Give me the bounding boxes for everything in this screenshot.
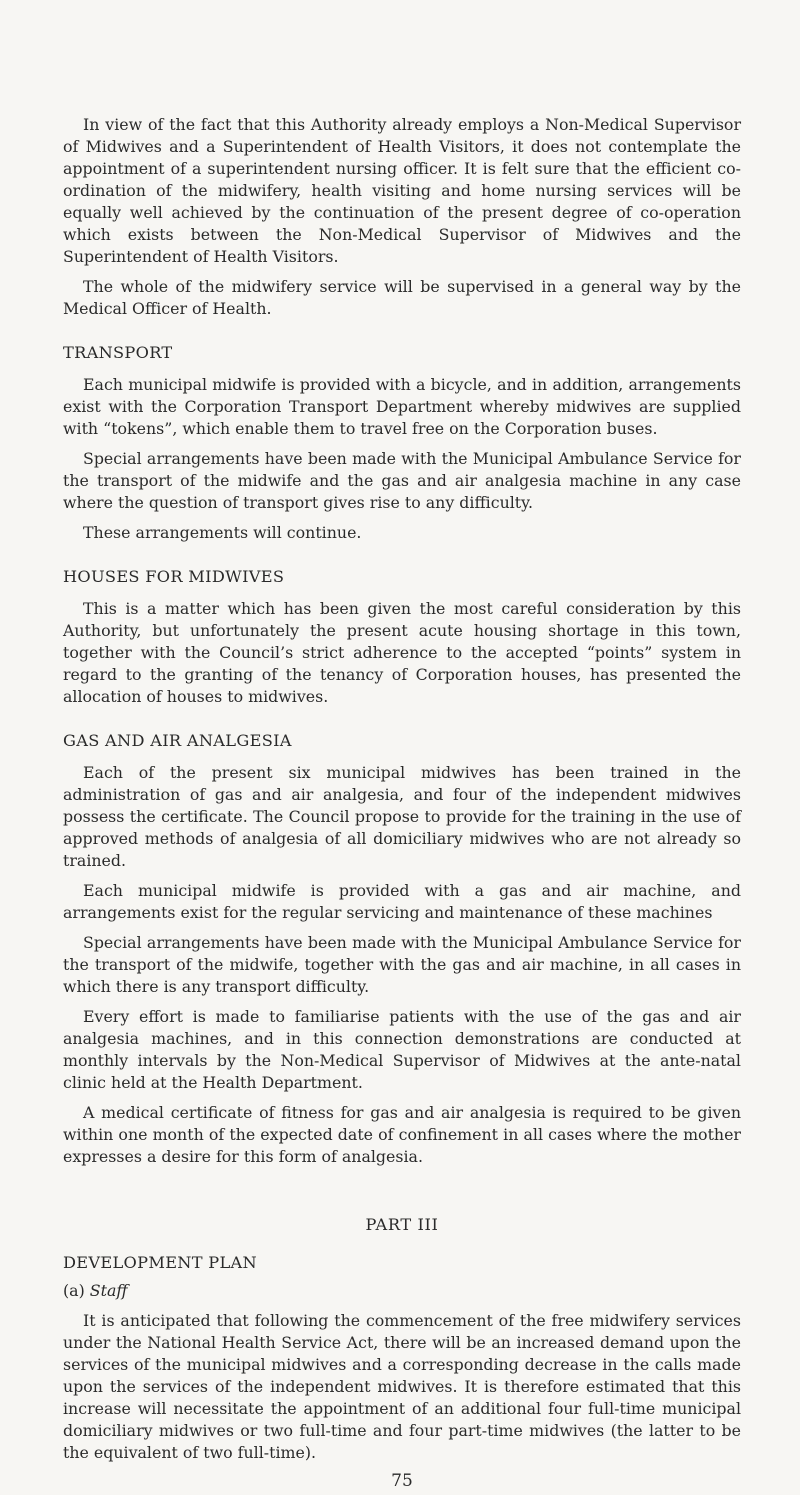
transport-paragraph-1: Each municipal midwife is provided with a bicycle, and in addition, arrangements exist with the Corporation Transport Department whereby midwives are supplied with “tokens”, which enable them to travel free on the Corporation buses. [63,375,741,438]
gas-paragraph-3: Special arrangements have been made with the Municipal Ambulance Service for the transport of the midwife, together with the gas and air machine, in all cases in which there is any transport difficulty. [63,933,741,996]
gas-paragraph-1: Each of the present six municipal midwives has been trained in the administration of gas and air analgesia, and four of the independent midwives possess the certificate. The Council propose to provide for the training in the use of approved methods of analgesia of all domiciliary midwives who are not already so trained. [63,763,741,870]
gas-paragraph-2: Each municipal midwife is provided with a gas and air machine, and arrangements exist for the regular servicing and maintenance of these machines [63,881,741,922]
intro-paragraph-1: In view of the fact that this Authority already employs a Non-Medical Supervisor of Midwives and a Superintendent of Health Visitors, it does not contemplate the appointment of a superintendent nursing officer. It is felt sure that the efficient co-ordination of the midwifery, health visiting and home nursing services will be equally well achieved by the continuation of the present degree of co-operation which exists between the Non-Medical Supervisor of Midwives and the Superintendent of Health Visitors. [63,115,741,266]
development-plan-heading: DEVELOPMENT PLAN [63,1253,258,1272]
gas-paragraph-4: Every effort is made to familiarise patients with the use of the gas and air analgesia machines, and in this connection demonstrations are conducted at monthly intervals by the Non-Medical Supervisor of Midwives at the ante-natal clinic held at the Health Department. [63,1007,741,1092]
staff-subheading [63,1280,741,1302]
intro-paragraph-2: The whole of the midwifery service will be supervised in a general way by the Medical Officer of Health. [63,277,741,318]
part-title: PART III [365,1215,439,1234]
staff-title: Staff [89,1281,128,1300]
houses-paragraph-1: This is a matter which has been given the most careful consideration by this Authority, but unfortunately the present acute housing shortage in this town, together with the Council’s strict adherence to the accepted “points” system in regard to the granting of the tenancy of Corporation houses, has presented the allocation of houses to midwives. [63,599,741,706]
transport-heading: TRANSPORT [63,343,173,362]
page-body [63,114,741,1492]
transport-paragraph-3: These arrangements will continue. [83,523,362,542]
staff-marker: (a) [63,1281,85,1300]
gas-heading: GAS AND AIR ANALGESIA [63,731,292,750]
transport-paragraph-2: Special arrangements have been made with the Municipal Ambulance Service for the transport of the midwife and the gas and air analgesia machine in any case where the question of transport gives rise to any difficulty. [63,449,741,512]
page-number: 75 [391,1471,413,1491]
gas-paragraph-5: A medical certificate of fitness for gas and air analgesia is required to be given within one month of the expected date of confinement in all cases where the mother expresses a desire for this form of analgesia. [63,1103,741,1166]
houses-heading: HOUSES FOR MIDWIVES [63,567,285,586]
staff-paragraph-1: It is anticipated that following the commencement of the free midwifery services under the National Health Service Act, there will be an increased demand upon the services of the municipal midwives and a corresponding decrease in the calls made upon the services of the independent midwives. It is therefore estimated that this increase will necessitate the appointment of an additional four full-time municipal domiciliary midwives or two full-time and four part-time midwives (the latter to be the equivalent of two full-time). [63,1311,741,1462]
